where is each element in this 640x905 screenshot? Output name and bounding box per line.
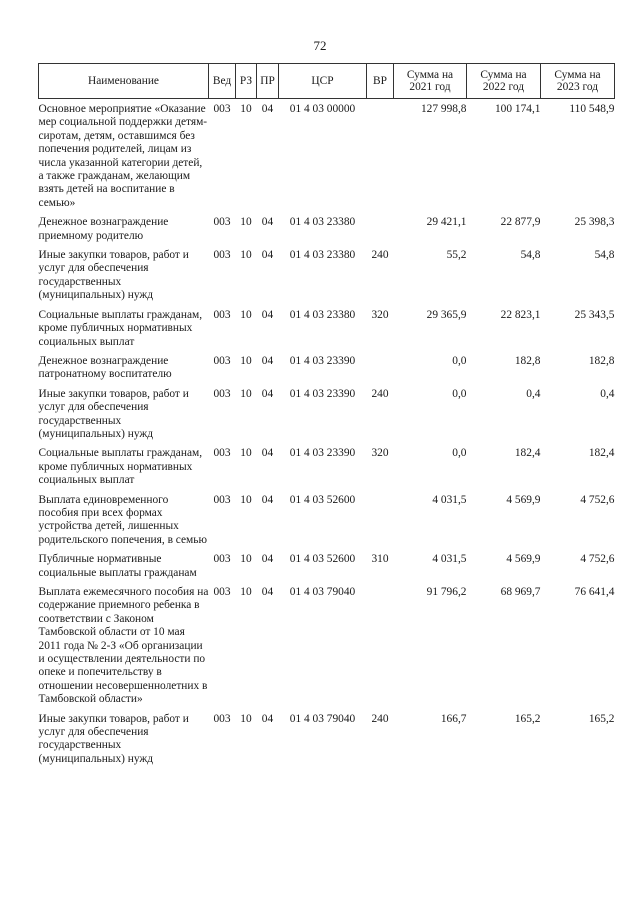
table-row bbox=[39, 216, 615, 249]
row-csr: 01 4 03 23390 bbox=[289, 447, 356, 460]
row-sum-2023: 76 641,4 bbox=[574, 586, 615, 598]
row-vr bbox=[367, 586, 394, 713]
row-sum-2022: 0,4 bbox=[526, 387, 541, 400]
row-name: Социальные выплаты гражданам, кроме публичных нормативных социальных выплат bbox=[38, 447, 203, 487]
table-row bbox=[39, 713, 615, 773]
row-sum-2021: 0,0 bbox=[452, 387, 467, 400]
row-csr: 01 4 03 79040 bbox=[289, 586, 356, 598]
row-vr: 310 bbox=[371, 553, 389, 566]
row-sum-2021: 29 421,1 bbox=[426, 216, 467, 229]
row-rz: 10 bbox=[240, 103, 252, 115]
row-csr: 01 4 03 79040 bbox=[289, 712, 356, 725]
row-rz: 10 bbox=[240, 308, 252, 321]
row-pr: 04 bbox=[261, 586, 274, 598]
header-pr: ПР bbox=[257, 64, 279, 99]
row-rz: 10 bbox=[240, 387, 252, 400]
row-vr: 240 bbox=[371, 387, 389, 400]
row-sum-2022: 22 823,1 bbox=[500, 308, 541, 321]
row-sum-2022: 100 174,1 bbox=[494, 103, 541, 115]
table-header bbox=[39, 64, 615, 99]
header-name: Наименование bbox=[39, 64, 209, 99]
budget-table bbox=[38, 63, 615, 772]
row-sum-2021: 0,0 bbox=[452, 354, 467, 367]
row-csr: 01 4 03 23390 bbox=[289, 387, 356, 400]
row-sum-2022: 4 569,9 bbox=[506, 493, 541, 506]
row-ved: 003 bbox=[213, 354, 231, 367]
row-sum-2023: 4 752,6 bbox=[580, 553, 615, 566]
row-rz: 10 bbox=[240, 354, 252, 367]
row-rz: 10 bbox=[240, 216, 252, 229]
row-pr: 04 bbox=[261, 447, 274, 460]
table-body bbox=[39, 99, 615, 773]
row-vr bbox=[367, 99, 394, 217]
row-name: Денежное вознаграждение патронатному воспитателю bbox=[38, 354, 172, 381]
row-name: Иные закупки товаров, работ и услуг для обеспечения государственных (муниципальных) нужд bbox=[38, 712, 189, 765]
row-pr: 04 bbox=[261, 712, 274, 725]
row-vr: 320 bbox=[371, 447, 389, 460]
row-ved: 003 bbox=[213, 712, 231, 725]
row-sum-2023: 182,8 bbox=[588, 354, 615, 367]
row-ved: 003 bbox=[213, 249, 231, 262]
table-row bbox=[39, 309, 615, 355]
row-sum-2023: 25 343,5 bbox=[574, 308, 615, 321]
row-sum-2023: 110 548,9 bbox=[569, 103, 615, 115]
row-pr: 04 bbox=[261, 308, 274, 321]
row-ved: 003 bbox=[213, 216, 231, 229]
header-sum-2023: Сумма на 2023 год bbox=[541, 64, 615, 99]
row-sum-2022: 182,4 bbox=[514, 447, 541, 460]
row-sum-2023: 4 752,6 bbox=[580, 493, 615, 506]
header-rz: РЗ bbox=[236, 64, 257, 99]
row-rz: 10 bbox=[240, 553, 252, 566]
row-vr bbox=[367, 494, 394, 554]
row-rz: 10 bbox=[240, 712, 252, 725]
row-sum-2022: 4 569,9 bbox=[506, 553, 541, 566]
row-sum-2021: 127 998,8 bbox=[420, 103, 467, 115]
table-row bbox=[39, 447, 615, 493]
row-ved: 003 bbox=[213, 103, 231, 115]
row-sum-2022: 68 969,7 bbox=[500, 586, 541, 598]
row-vr: 240 bbox=[371, 712, 389, 725]
row-csr: 01 4 03 23380 bbox=[289, 308, 356, 321]
table-row bbox=[39, 494, 615, 554]
table-row bbox=[39, 355, 615, 388]
row-name: Публичные нормативные социальные выплаты гражданам bbox=[38, 553, 197, 579]
row-csr: 01 4 03 23390 bbox=[289, 354, 356, 367]
header-csr: ЦСР bbox=[279, 64, 367, 99]
row-sum-2023: 54,8 bbox=[594, 249, 615, 262]
row-csr: 01 4 03 23380 bbox=[289, 216, 356, 229]
row-sum-2022: 165,2 bbox=[514, 712, 541, 725]
row-ved: 003 bbox=[213, 308, 231, 321]
row-csr: 01 4 03 00000 bbox=[289, 103, 356, 115]
row-sum-2022: 22 877,9 bbox=[500, 216, 541, 229]
header-sum-2022: Сумма на 2022 год bbox=[467, 64, 541, 99]
row-name: Выплата ежемесячного пособия на содержание приемного ребенка в соответствии с Законом Тамбовской области от 10 мая 2011 года № 2-З «Об организации и осуществлении деятельности по опеке и попечительству в отношении несовершеннолетних в Тамбовской области» bbox=[38, 586, 209, 706]
row-ved: 003 bbox=[213, 493, 231, 506]
row-vr bbox=[367, 216, 394, 249]
row-sum-2023: 165,2 bbox=[588, 712, 615, 725]
row-pr: 04 bbox=[261, 387, 274, 400]
row-sum-2023: 25 398,3 bbox=[574, 216, 615, 229]
row-csr: 01 4 03 23380 bbox=[289, 249, 356, 262]
row-ved: 003 bbox=[213, 553, 231, 566]
row-name: Основное мероприятие «Оказание мер социальной поддержки детям-сиротам, детям, оставшимся без попечения родителей, лицам из числа указанной категории детей, а также гражданам, желающим взять детей на воспитание в семью» bbox=[38, 103, 208, 209]
row-vr: 320 bbox=[371, 308, 389, 321]
row-sum-2023: 182,4 bbox=[588, 447, 615, 460]
row-sum-2023: 0,4 bbox=[600, 387, 615, 400]
row-sum-2021: 55,2 bbox=[446, 249, 467, 262]
row-sum-2021: 166,7 bbox=[440, 712, 467, 725]
row-pr: 04 bbox=[261, 249, 274, 262]
table-row bbox=[39, 586, 615, 713]
row-sum-2021: 4 031,5 bbox=[432, 493, 467, 506]
page-number: 72 bbox=[313, 38, 327, 53]
row-vr: 240 bbox=[371, 249, 389, 262]
row-name: Выплата единовременного пособия при всех формах устройства детей, лишенных родительского попечения, в семью bbox=[38, 493, 207, 546]
row-pr: 04 bbox=[261, 103, 274, 115]
row-ved: 003 bbox=[213, 447, 231, 460]
row-csr: 01 4 03 52600 bbox=[289, 553, 356, 566]
row-name: Иные закупки товаров, работ и услуг для обеспечения государственных (муниципальных) нужд bbox=[38, 249, 189, 302]
row-rz: 10 bbox=[240, 447, 252, 460]
table-row bbox=[39, 388, 615, 448]
row-name: Денежное вознаграждение приемному родителю bbox=[38, 216, 169, 242]
row-sum-2021: 29 365,9 bbox=[426, 308, 467, 321]
row-pr: 04 bbox=[261, 553, 274, 566]
row-pr: 04 bbox=[261, 493, 274, 506]
row-rz: 10 bbox=[240, 249, 252, 262]
row-name: Иные закупки товаров, работ и услуг для обеспечения государственных (муниципальных) нужд bbox=[38, 387, 189, 440]
header-vr: ВР bbox=[367, 64, 394, 99]
row-sum-2021: 91 796,2 bbox=[426, 586, 467, 598]
row-sum-2021: 4 031,5 bbox=[432, 553, 467, 566]
header-sum-2021: Сумма на 2021 год bbox=[394, 64, 467, 99]
table-row bbox=[39, 99, 615, 217]
row-name: Социальные выплаты гражданам, кроме публичных нормативных социальных выплат bbox=[38, 308, 203, 348]
row-sum-2021: 0,0 bbox=[452, 447, 467, 460]
row-csr: 01 4 03 52600 bbox=[289, 493, 356, 506]
table-row bbox=[39, 249, 615, 309]
row-ved: 003 bbox=[213, 586, 231, 598]
row-pr: 04 bbox=[261, 354, 274, 367]
row-ved: 003 bbox=[213, 387, 231, 400]
row-rz: 10 bbox=[240, 493, 252, 506]
row-pr: 04 bbox=[261, 216, 274, 229]
row-rz: 10 bbox=[240, 586, 252, 598]
row-sum-2022: 182,8 bbox=[514, 354, 541, 367]
row-vr bbox=[367, 355, 394, 388]
table-row bbox=[39, 553, 615, 586]
header-ved: Вед bbox=[209, 64, 236, 99]
row-sum-2022: 54,8 bbox=[520, 249, 541, 262]
